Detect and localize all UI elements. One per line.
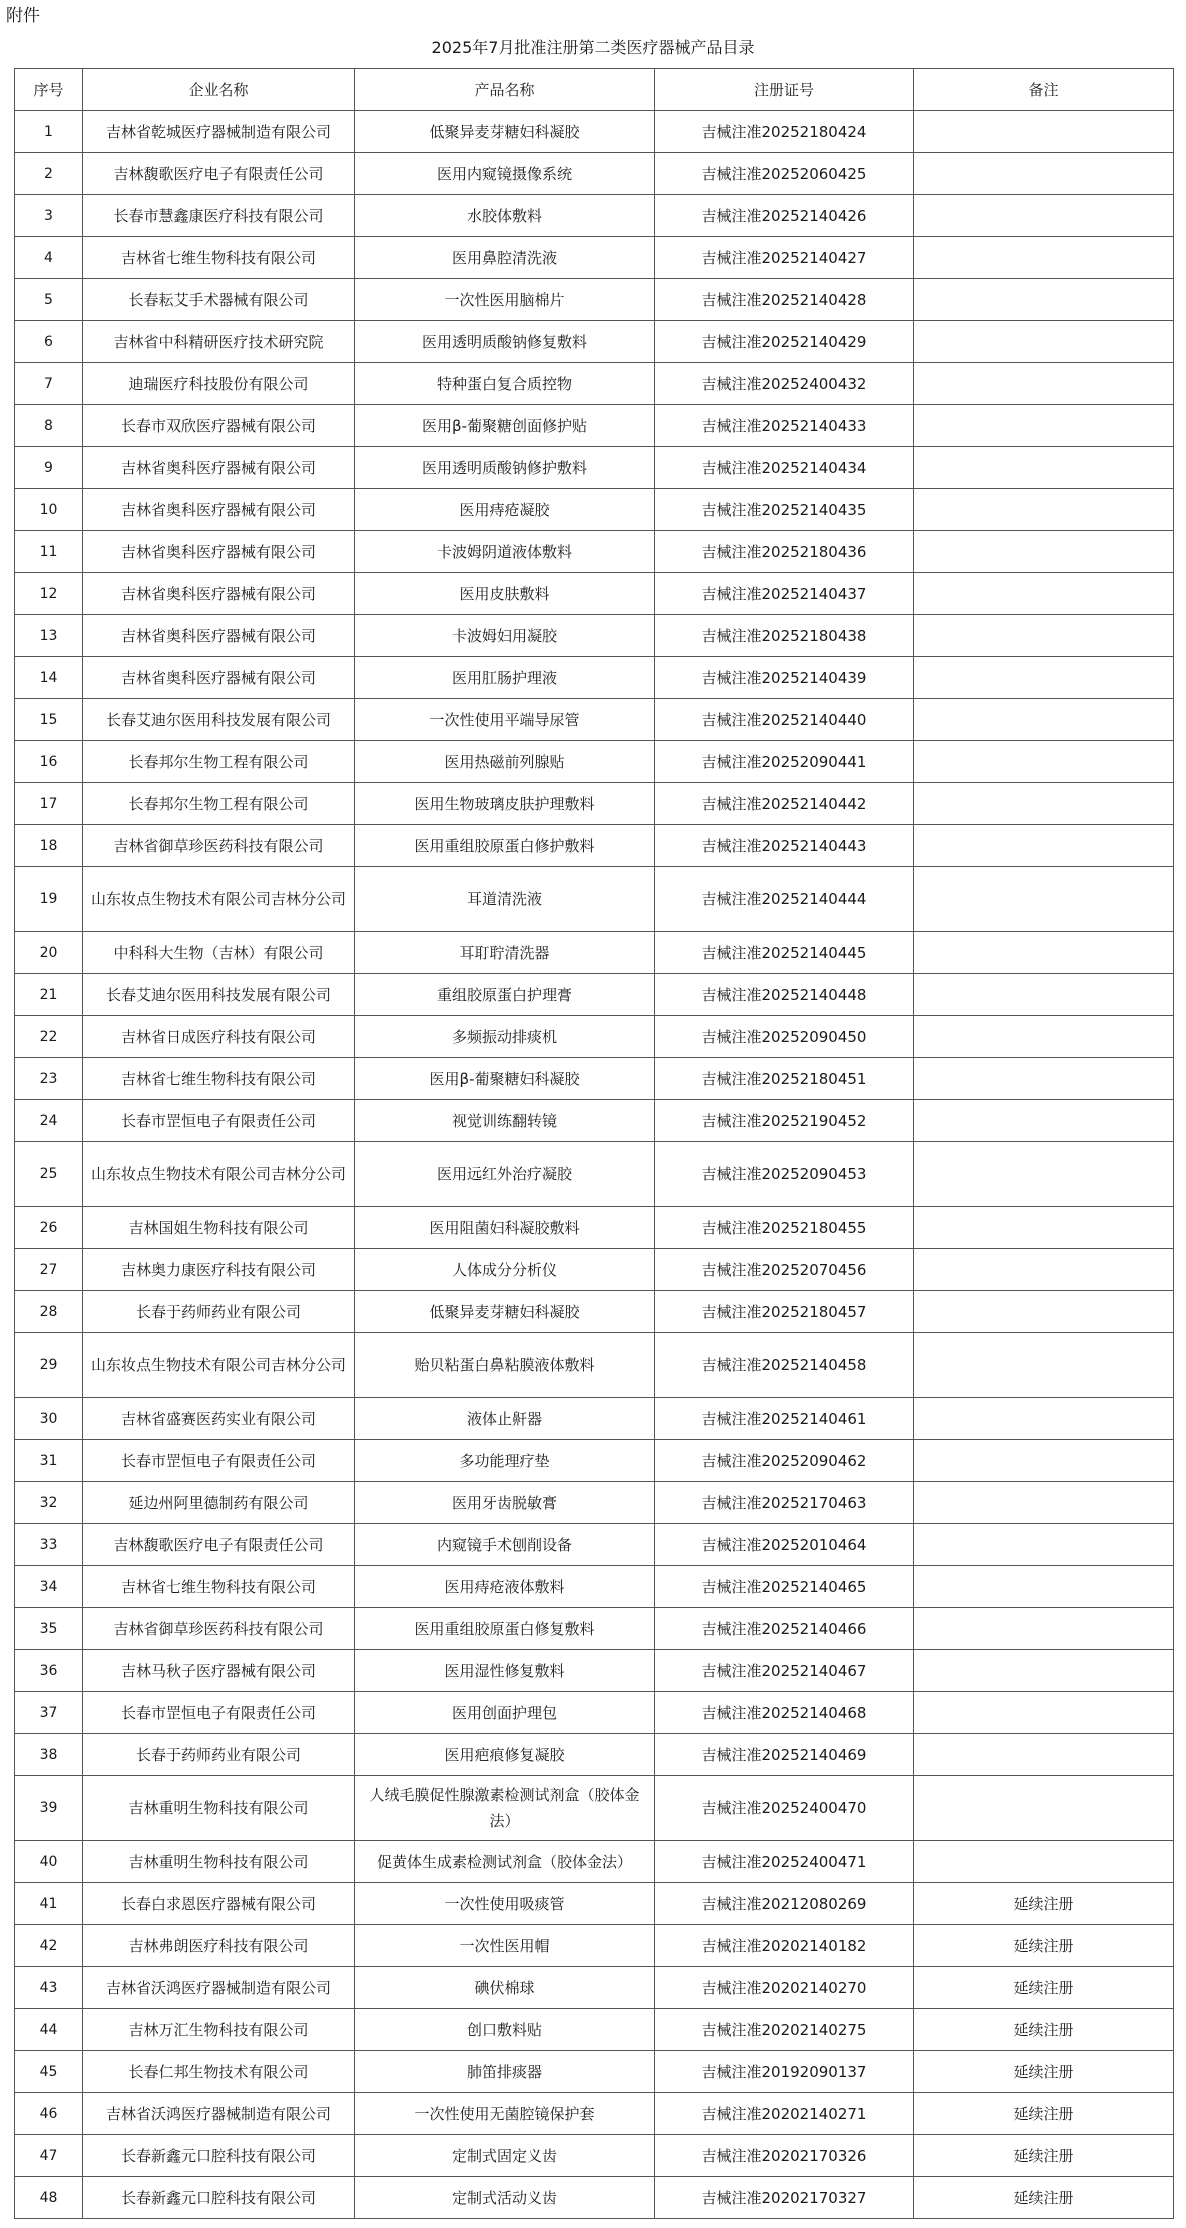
table-row <box>15 2051 1174 2093</box>
table-row <box>15 1100 1174 1142</box>
cell-product-name: 内窥镜手术刨削设备 <box>355 1524 655 1566</box>
table-row <box>15 2093 1174 2135</box>
cell-product-name: 促黄体生成素检测试剂盒（胶体金法） <box>355 1841 655 1883</box>
table-row <box>15 1734 1174 1776</box>
table-row <box>15 531 1174 573</box>
table-row <box>15 1058 1174 1100</box>
table-row <box>15 825 1174 867</box>
cell-remarks <box>914 974 1174 1016</box>
cell-company-name: 吉林重明生物科技有限公司 <box>83 1841 355 1883</box>
cell-serial-no: 41 <box>15 1883 83 1925</box>
cell-registration-no: 吉械注准20252180451 <box>655 1058 914 1100</box>
cell-company-name: 吉林弗朗医疗科技有限公司 <box>83 1925 355 1967</box>
table-row <box>15 1608 1174 1650</box>
cell-remarks: 延续注册 <box>914 1967 1174 2009</box>
table-row <box>15 1440 1174 1482</box>
table-row <box>15 1967 1174 2009</box>
cell-company-name: 吉林省御草珍医药科技有限公司 <box>83 825 355 867</box>
cell-serial-no: 15 <box>15 699 83 741</box>
cell-registration-no: 吉械注准20252180436 <box>655 531 914 573</box>
cell-serial-no: 6 <box>15 321 83 363</box>
cell-product-name: 人体成分分析仪 <box>355 1249 655 1291</box>
cell-product-name: 医用痔疮液体敷料 <box>355 1566 655 1608</box>
cell-product-name: 医用牙齿脱敏膏 <box>355 1482 655 1524</box>
cell-product-name: 耳道清洗液 <box>355 867 655 932</box>
cell-remarks <box>914 447 1174 489</box>
cell-company-name: 吉林省奥科医疗器械有限公司 <box>83 489 355 531</box>
cell-remarks <box>914 1058 1174 1100</box>
cell-product-name: 低聚异麦芽糖妇科凝胶 <box>355 111 655 153</box>
cell-remarks <box>914 1100 1174 1142</box>
cell-product-name: 医用透明质酸钠修护敷料 <box>355 447 655 489</box>
table-row <box>15 1016 1174 1058</box>
document-title: 2025年7月批准注册第二类医疗器械产品目录 <box>431 38 755 57</box>
cell-serial-no: 47 <box>15 2135 83 2177</box>
cell-company-name: 长春市双欣医疗器械有限公司 <box>83 405 355 447</box>
cell-serial-no: 17 <box>15 783 83 825</box>
cell-serial-no: 45 <box>15 2051 83 2093</box>
cell-company-name: 长春于药师药业有限公司 <box>83 1734 355 1776</box>
cell-remarks <box>914 741 1174 783</box>
table-row <box>15 1142 1174 1207</box>
cell-remarks <box>914 363 1174 405</box>
cell-remarks <box>914 1249 1174 1291</box>
cell-serial-no: 18 <box>15 825 83 867</box>
cell-remarks <box>914 1016 1174 1058</box>
cell-registration-no: 吉械注准20202140271 <box>655 2093 914 2135</box>
cell-remarks: 延续注册 <box>914 2009 1174 2051</box>
table-row <box>15 363 1174 405</box>
cell-company-name: 吉林省七维生物科技有限公司 <box>83 237 355 279</box>
cell-remarks <box>914 489 1174 531</box>
cell-registration-no: 吉械注准20252070456 <box>655 1249 914 1291</box>
cell-remarks: 延续注册 <box>914 2135 1174 2177</box>
cell-product-name: 低聚异麦芽糖妇科凝胶 <box>355 1291 655 1333</box>
cell-remarks <box>914 867 1174 932</box>
cell-product-name: 一次性医用帽 <box>355 1925 655 1967</box>
cell-company-name: 吉林省七维生物科技有限公司 <box>83 1566 355 1608</box>
table-row <box>15 932 1174 974</box>
cell-registration-no: 吉械注准20252140465 <box>655 1566 914 1608</box>
cell-registration-no: 吉械注准20252140458 <box>655 1333 914 1398</box>
cell-product-name: 一次性医用脑棉片 <box>355 279 655 321</box>
cell-remarks <box>914 1482 1174 1524</box>
cell-remarks: 延续注册 <box>914 2177 1174 2219</box>
table-row <box>15 741 1174 783</box>
cell-company-name: 吉林馥歌医疗电子有限责任公司 <box>83 1524 355 1566</box>
table-row <box>15 405 1174 447</box>
cell-serial-no: 29 <box>15 1333 83 1398</box>
cell-product-name: 一次性使用平端导尿管 <box>355 699 655 741</box>
table-header-row <box>15 69 1174 111</box>
cell-product-name: 医用肛肠护理液 <box>355 657 655 699</box>
cell-serial-no: 25 <box>15 1142 83 1207</box>
cell-serial-no: 12 <box>15 573 83 615</box>
cell-remarks <box>914 1841 1174 1883</box>
cell-remarks <box>914 932 1174 974</box>
cell-product-name: 医用鼻腔清洗液 <box>355 237 655 279</box>
cell-remarks <box>914 615 1174 657</box>
cell-company-name: 吉林马秋子医疗器械有限公司 <box>83 1650 355 1692</box>
cell-remarks <box>914 1333 1174 1398</box>
cell-remarks <box>914 405 1174 447</box>
table-row <box>15 111 1174 153</box>
cell-serial-no: 10 <box>15 489 83 531</box>
table-row <box>15 867 1174 932</box>
cell-company-name: 长春新鑫元口腔科技有限公司 <box>83 2177 355 2219</box>
table-row <box>15 447 1174 489</box>
cell-serial-no: 26 <box>15 1207 83 1249</box>
cell-serial-no: 4 <box>15 237 83 279</box>
cell-registration-no: 吉械注准20252090441 <box>655 741 914 783</box>
cell-registration-no: 吉械注准20252140448 <box>655 974 914 1016</box>
cell-product-name: 多功能理疗垫 <box>355 1440 655 1482</box>
cell-serial-no: 44 <box>15 2009 83 2051</box>
header-product-name: 产品名称 <box>355 69 655 111</box>
table-row <box>15 1566 1174 1608</box>
cell-company-name: 吉林省奥科医疗器械有限公司 <box>83 615 355 657</box>
cell-company-name: 吉林省乾城医疗器械制造有限公司 <box>83 111 355 153</box>
cell-serial-no: 48 <box>15 2177 83 2219</box>
cell-serial-no: 22 <box>15 1016 83 1058</box>
cell-product-name: 医用热磁前列腺贴 <box>355 741 655 783</box>
cell-product-name: 医用皮肤敷料 <box>355 573 655 615</box>
cell-company-name: 长春仁邦生物技术有限公司 <box>83 2051 355 2093</box>
cell-serial-no: 8 <box>15 405 83 447</box>
table-row <box>15 153 1174 195</box>
cell-registration-no: 吉械注准20252140427 <box>655 237 914 279</box>
cell-serial-no: 28 <box>15 1291 83 1333</box>
cell-registration-no: 吉械注准20252140439 <box>655 657 914 699</box>
cell-serial-no: 36 <box>15 1650 83 1692</box>
cell-product-name: 医用远红外治疗凝胶 <box>355 1142 655 1207</box>
cell-remarks <box>914 1776 1174 1841</box>
cell-remarks: 延续注册 <box>914 1883 1174 1925</box>
cell-product-name: 医用阻菌妇科凝胶敷料 <box>355 1207 655 1249</box>
cell-registration-no: 吉械注准20252400470 <box>655 1776 914 1841</box>
product-catalog-table <box>14 68 1174 2219</box>
cell-remarks <box>914 699 1174 741</box>
cell-serial-no: 20 <box>15 932 83 974</box>
cell-company-name: 长春市罡恒电子有限责任公司 <box>83 1692 355 1734</box>
cell-registration-no: 吉械注准20252090462 <box>655 1440 914 1482</box>
cell-remarks <box>914 573 1174 615</box>
cell-registration-no: 吉械注准20252010464 <box>655 1524 914 1566</box>
table-row <box>15 1207 1174 1249</box>
cell-remarks <box>914 1207 1174 1249</box>
cell-product-name: 多频振动排痰机 <box>355 1016 655 1058</box>
table-row <box>15 1249 1174 1291</box>
cell-company-name: 山东妆点生物技术有限公司吉林分公司 <box>83 1142 355 1207</box>
cell-product-name: 医用内窥镜摄像系统 <box>355 153 655 195</box>
table-row <box>15 1692 1174 1734</box>
cell-serial-no: 43 <box>15 1967 83 2009</box>
cell-serial-no: 34 <box>15 1566 83 1608</box>
cell-serial-no: 5 <box>15 279 83 321</box>
cell-serial-no: 16 <box>15 741 83 783</box>
cell-product-name: 创口敷料贴 <box>355 2009 655 2051</box>
cell-company-name: 长春市慧鑫康医疗科技有限公司 <box>83 195 355 237</box>
cell-company-name: 吉林馥歌医疗电子有限责任公司 <box>83 153 355 195</box>
cell-product-name: 医用β-葡聚糖妇科凝胶 <box>355 1058 655 1100</box>
cell-serial-no: 24 <box>15 1100 83 1142</box>
cell-remarks <box>914 279 1174 321</box>
cell-company-name: 山东妆点生物技术有限公司吉林分公司 <box>83 867 355 932</box>
cell-serial-no: 27 <box>15 1249 83 1291</box>
cell-company-name: 吉林省奥科医疗器械有限公司 <box>83 447 355 489</box>
cell-registration-no: 吉械注准20252400432 <box>655 363 914 405</box>
cell-registration-no: 吉械注准20252140445 <box>655 932 914 974</box>
cell-remarks <box>914 1142 1174 1207</box>
cell-product-name: 医用湿性修复敷料 <box>355 1650 655 1692</box>
table-row <box>15 1925 1174 1967</box>
table-row <box>15 279 1174 321</box>
cell-remarks <box>914 1524 1174 1566</box>
table-row <box>15 1398 1174 1440</box>
cell-registration-no: 吉械注准20252140428 <box>655 279 914 321</box>
cell-company-name: 迪瑞医疗科技股份有限公司 <box>83 363 355 405</box>
cell-registration-no: 吉械注准20252140433 <box>655 405 914 447</box>
cell-serial-no: 14 <box>15 657 83 699</box>
cell-company-name: 吉林省奥科医疗器械有限公司 <box>83 531 355 573</box>
header-serial-no: 序号 <box>15 69 83 111</box>
table-row <box>15 1883 1174 1925</box>
cell-serial-no: 7 <box>15 363 83 405</box>
cell-remarks <box>914 783 1174 825</box>
cell-product-name: 卡波姆阴道液体敷料 <box>355 531 655 573</box>
table-row <box>15 974 1174 1016</box>
cell-registration-no: 吉械注准20252140466 <box>655 1608 914 1650</box>
cell-registration-no: 吉械注准20252140468 <box>655 1692 914 1734</box>
attachment-label: 附件 <box>6 6 40 26</box>
cell-company-name: 长春邦尔生物工程有限公司 <box>83 741 355 783</box>
table-row <box>15 1650 1174 1692</box>
cell-registration-no: 吉械注准20252140461 <box>655 1398 914 1440</box>
cell-product-name: 定制式固定义齿 <box>355 2135 655 2177</box>
cell-serial-no: 31 <box>15 1440 83 1482</box>
cell-product-name: 视觉训练翻转镜 <box>355 1100 655 1142</box>
table-row <box>15 2135 1174 2177</box>
header-remarks: 备注 <box>914 69 1174 111</box>
cell-serial-no: 38 <box>15 1734 83 1776</box>
cell-product-name: 特种蛋白复合质控物 <box>355 363 655 405</box>
cell-registration-no: 吉械注准20252140443 <box>655 825 914 867</box>
cell-serial-no: 2 <box>15 153 83 195</box>
cell-company-name: 吉林国姐生物科技有限公司 <box>83 1207 355 1249</box>
cell-registration-no: 吉械注准20252140426 <box>655 195 914 237</box>
cell-product-name: 肺笛排痰器 <box>355 2051 655 2093</box>
cell-serial-no: 11 <box>15 531 83 573</box>
table-row <box>15 1333 1174 1398</box>
cell-company-name: 吉林省日成医疗科技有限公司 <box>83 1016 355 1058</box>
cell-serial-no: 32 <box>15 1482 83 1524</box>
cell-company-name: 长春耘艾手术器械有限公司 <box>83 279 355 321</box>
cell-product-name: 定制式活动义齿 <box>355 2177 655 2219</box>
table-row <box>15 1482 1174 1524</box>
cell-serial-no: 37 <box>15 1692 83 1734</box>
cell-registration-no: 吉械注准20252180457 <box>655 1291 914 1333</box>
cell-company-name: 吉林省沃鸿医疗器械制造有限公司 <box>83 1967 355 2009</box>
cell-company-name: 长春艾迪尔医用科技发展有限公司 <box>83 699 355 741</box>
table-row <box>15 699 1174 741</box>
cell-remarks <box>914 237 1174 279</box>
cell-company-name: 吉林奥力康医疗科技有限公司 <box>83 1249 355 1291</box>
cell-remarks <box>914 825 1174 867</box>
table-row <box>15 2009 1174 2051</box>
table-row <box>15 489 1174 531</box>
cell-serial-no: 40 <box>15 1841 83 1883</box>
cell-company-name: 吉林省沃鸿医疗器械制造有限公司 <box>83 2093 355 2135</box>
table-row <box>15 1291 1174 1333</box>
cell-product-name: 重组胶原蛋白护理膏 <box>355 974 655 1016</box>
cell-remarks <box>914 111 1174 153</box>
cell-product-name: 医用创面护理包 <box>355 1692 655 1734</box>
cell-remarks <box>914 1608 1174 1650</box>
cell-remarks <box>914 153 1174 195</box>
table-row <box>15 195 1174 237</box>
cell-product-name: 碘伏棉球 <box>355 1967 655 2009</box>
cell-company-name: 长春于药师药业有限公司 <box>83 1291 355 1333</box>
table-row <box>15 615 1174 657</box>
cell-remarks <box>914 1398 1174 1440</box>
cell-company-name: 吉林省奥科医疗器械有限公司 <box>83 657 355 699</box>
cell-registration-no: 吉械注准20252140429 <box>655 321 914 363</box>
cell-registration-no: 吉械注准20252090450 <box>655 1016 914 1058</box>
cell-registration-no: 吉械注准20252140467 <box>655 1650 914 1692</box>
cell-product-name: 医用重组胶原蛋白修复敷料 <box>355 1608 655 1650</box>
cell-company-name: 长春邦尔生物工程有限公司 <box>83 783 355 825</box>
cell-registration-no: 吉械注准20202170327 <box>655 2177 914 2219</box>
cell-product-name: 耳耵聍清洗器 <box>355 932 655 974</box>
cell-registration-no: 吉械注准20202140182 <box>655 1925 914 1967</box>
cell-serial-no: 23 <box>15 1058 83 1100</box>
cell-registration-no: 吉械注准20252060425 <box>655 153 914 195</box>
cell-registration-no: 吉械注准20252140444 <box>655 867 914 932</box>
cell-company-name: 山东妆点生物技术有限公司吉林分公司 <box>83 1333 355 1398</box>
cell-registration-no: 吉械注准20252140437 <box>655 573 914 615</box>
cell-product-name: 卡波姆妇用凝胶 <box>355 615 655 657</box>
cell-registration-no: 吉械注准20252140435 <box>655 489 914 531</box>
cell-registration-no: 吉械注准20202170326 <box>655 2135 914 2177</box>
cell-company-name: 长春市罡恒电子有限责任公司 <box>83 1100 355 1142</box>
cell-registration-no: 吉械注准20252140442 <box>655 783 914 825</box>
cell-company-name: 吉林省奥科医疗器械有限公司 <box>83 573 355 615</box>
cell-company-name: 吉林省中科精研医疗技术研究院 <box>83 321 355 363</box>
cell-company-name: 长春白求恩医疗器械有限公司 <box>83 1883 355 1925</box>
cell-remarks <box>914 1566 1174 1608</box>
cell-remarks <box>914 531 1174 573</box>
cell-product-name: 医用β-葡聚糖创面修护贴 <box>355 405 655 447</box>
cell-product-name: 一次性使用无菌腔镜保护套 <box>355 2093 655 2135</box>
cell-product-name: 人绒毛膜促性腺激素检测试剂盒（胶体金法） <box>355 1776 655 1841</box>
cell-registration-no: 吉械注准20212080269 <box>655 1883 914 1925</box>
cell-registration-no: 吉械注准20252180424 <box>655 111 914 153</box>
header-registration-no: 注册证号 <box>655 69 914 111</box>
cell-company-name: 吉林万汇生物科技有限公司 <box>83 2009 355 2051</box>
cell-serial-no: 21 <box>15 974 83 1016</box>
cell-registration-no: 吉械注准20252180455 <box>655 1207 914 1249</box>
cell-serial-no: 13 <box>15 615 83 657</box>
cell-remarks <box>914 1734 1174 1776</box>
table-row <box>15 783 1174 825</box>
cell-serial-no: 19 <box>15 867 83 932</box>
table-body <box>15 111 1174 2219</box>
table-row <box>15 1524 1174 1566</box>
cell-registration-no: 吉械注准20252140434 <box>655 447 914 489</box>
cell-company-name: 长春新鑫元口腔科技有限公司 <box>83 2135 355 2177</box>
cell-product-name: 贻贝粘蛋白鼻粘膜液体敷料 <box>355 1333 655 1398</box>
cell-serial-no: 46 <box>15 2093 83 2135</box>
cell-registration-no: 吉械注准20252170463 <box>655 1482 914 1524</box>
cell-product-name: 医用透明质酸钠修复敷料 <box>355 321 655 363</box>
table-row <box>15 1841 1174 1883</box>
cell-company-name: 中科科大生物（吉林）有限公司 <box>83 932 355 974</box>
cell-company-name: 长春艾迪尔医用科技发展有限公司 <box>83 974 355 1016</box>
table-row <box>15 2177 1174 2219</box>
cell-registration-no: 吉械注准20192090137 <box>655 2051 914 2093</box>
cell-registration-no: 吉械注准20252090453 <box>655 1142 914 1207</box>
cell-company-name: 吉林省七维生物科技有限公司 <box>83 1058 355 1100</box>
cell-product-name: 液体止鼾器 <box>355 1398 655 1440</box>
cell-serial-no: 30 <box>15 1398 83 1440</box>
cell-remarks: 延续注册 <box>914 2093 1174 2135</box>
cell-remarks <box>914 195 1174 237</box>
table-row <box>15 657 1174 699</box>
cell-serial-no: 35 <box>15 1608 83 1650</box>
cell-registration-no: 吉械注准20252140440 <box>655 699 914 741</box>
cell-registration-no: 吉械注准20202140270 <box>655 1967 914 2009</box>
cell-remarks <box>914 1291 1174 1333</box>
cell-registration-no: 吉械注准20202140275 <box>655 2009 914 2051</box>
cell-serial-no: 9 <box>15 447 83 489</box>
cell-product-name: 医用生物玻璃皮肤护理敷料 <box>355 783 655 825</box>
cell-product-name: 医用重组胶原蛋白修护敷料 <box>355 825 655 867</box>
table-row <box>15 237 1174 279</box>
table-row <box>15 573 1174 615</box>
cell-product-name: 医用疤痕修复凝胶 <box>355 1734 655 1776</box>
cell-registration-no: 吉械注准20252140469 <box>655 1734 914 1776</box>
cell-serial-no: 1 <box>15 111 83 153</box>
cell-remarks: 延续注册 <box>914 2051 1174 2093</box>
cell-company-name: 吉林重明生物科技有限公司 <box>83 1776 355 1841</box>
cell-remarks <box>914 1440 1174 1482</box>
cell-serial-no: 39 <box>15 1776 83 1841</box>
cell-registration-no: 吉械注准20252180438 <box>655 615 914 657</box>
cell-remarks: 延续注册 <box>914 1925 1174 1967</box>
cell-company-name: 长春市罡恒电子有限责任公司 <box>83 1440 355 1482</box>
cell-serial-no: 42 <box>15 1925 83 1967</box>
cell-registration-no: 吉械注准20252400471 <box>655 1841 914 1883</box>
table-row <box>15 1776 1174 1841</box>
cell-registration-no: 吉械注准20252190452 <box>655 1100 914 1142</box>
cell-remarks <box>914 657 1174 699</box>
cell-product-name: 医用痔疮凝胶 <box>355 489 655 531</box>
cell-product-name: 水胶体敷料 <box>355 195 655 237</box>
cell-remarks <box>914 1692 1174 1734</box>
header-company-name: 企业名称 <box>83 69 355 111</box>
cell-serial-no: 3 <box>15 195 83 237</box>
cell-serial-no: 33 <box>15 1524 83 1566</box>
cell-company-name: 延边州阿里德制药有限公司 <box>83 1482 355 1524</box>
cell-product-name: 一次性使用吸痰管 <box>355 1883 655 1925</box>
cell-company-name: 吉林省御草珍医药科技有限公司 <box>83 1608 355 1650</box>
cell-company-name: 吉林省盛赛医药实业有限公司 <box>83 1398 355 1440</box>
cell-remarks <box>914 321 1174 363</box>
cell-remarks <box>914 1650 1174 1692</box>
table-row <box>15 321 1174 363</box>
